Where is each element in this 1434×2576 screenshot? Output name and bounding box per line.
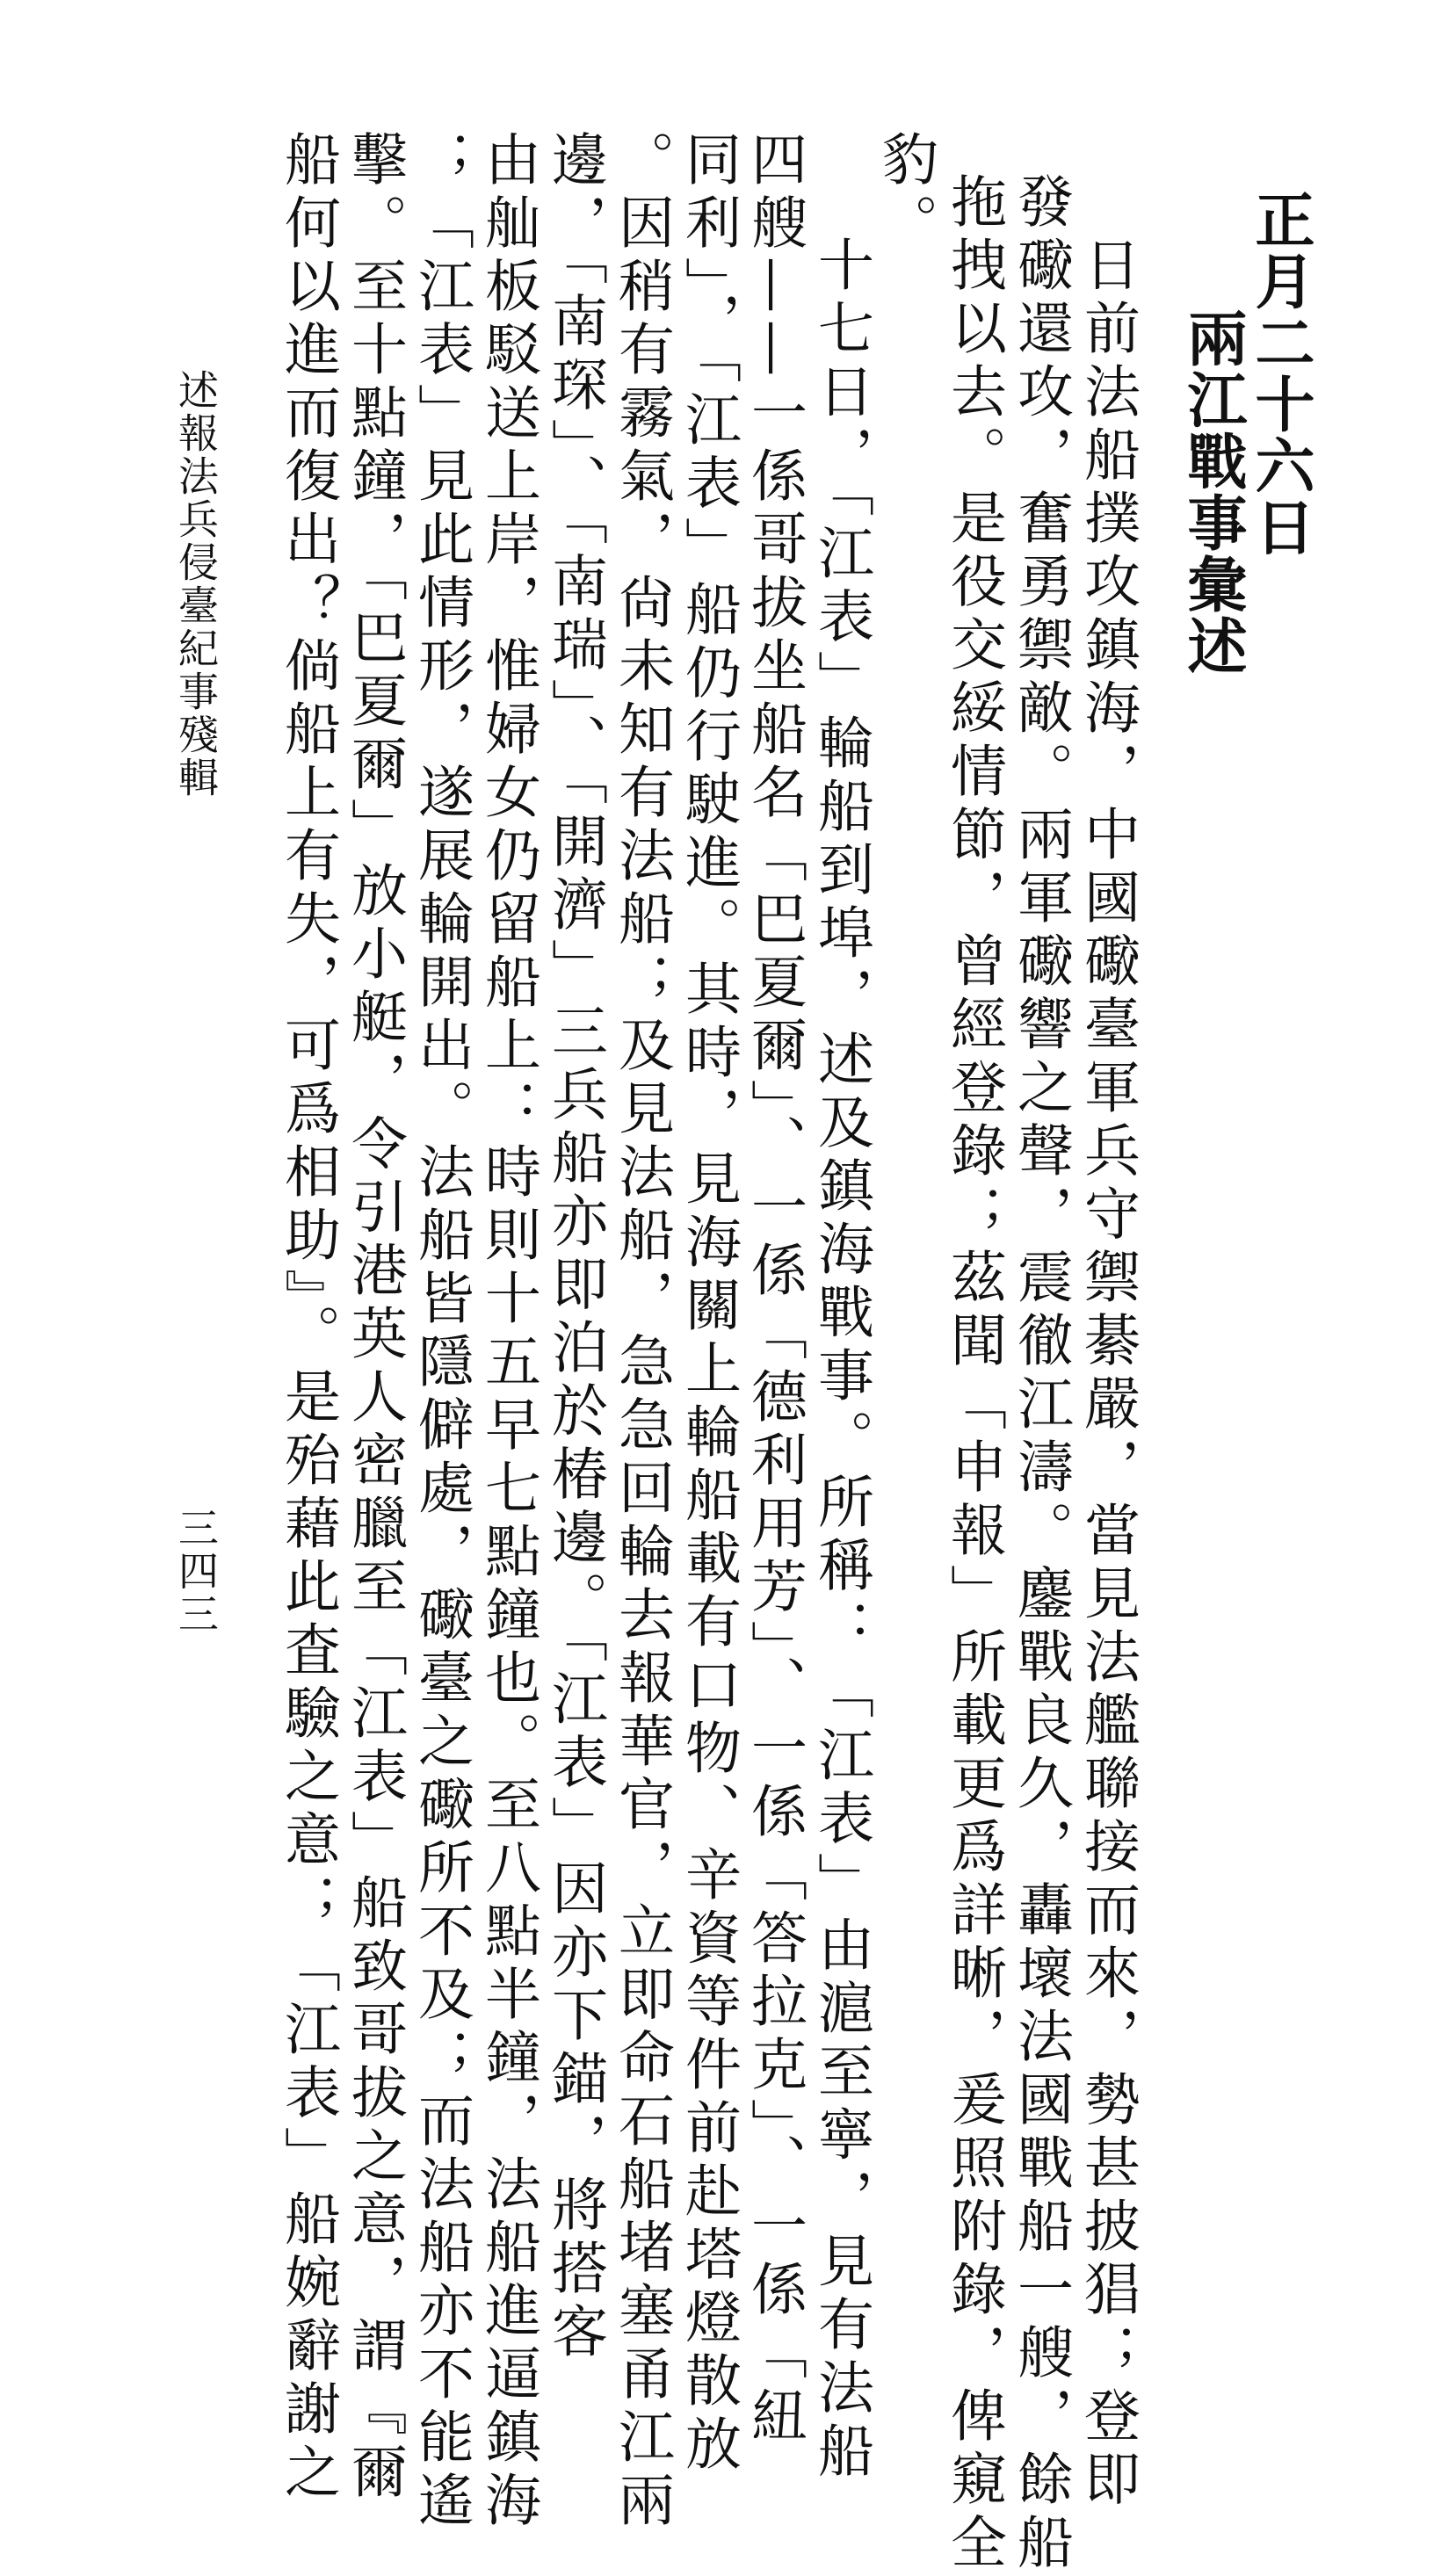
running-footer-title: 述報法兵侵臺紀事殘輯 <box>172 369 220 800</box>
text-column: 日前法船撲攻鎮海，中國礮臺軍兵守禦綦嚴，當見法艦聯接而來，勢甚披猖；登即 <box>1075 235 1140 2513</box>
text-column: 豹。 <box>873 130 938 257</box>
text-column: 四艘——一係哥拔坐船名「巴夏爾」、一係「德利用芳」、一係「答拉克」、一係「紐 <box>742 130 807 2449</box>
text-column: 十七日，「江表」輪船到埠，述及鎮海戰事。所稱：「江表」由滬至寧，見有法船 <box>808 235 873 2485</box>
text-column: 。因稍有霧氣，尙未知有法船；及見法船，急急回輪去報華官，立即命石船堵塞甬江兩 <box>609 130 674 2534</box>
section-title: 兩江戰事彙述 <box>1177 308 1247 677</box>
text-column: 船何以進而復出？倘船上有失，可爲相助』。是殆藉此査驗之意；「江表」船婉辭謝之 <box>275 130 340 2506</box>
text-column: 發礮還攻，奮勇禦敵。兩軍礮響之聲，震徹江濤。鏖戰良久，轟壞法國戰船一艘，餘船 <box>1008 172 1073 2576</box>
date-heading: 正月二十六日 <box>1245 189 1314 558</box>
text-column: 邊，「南琛」、「南瑞」、「開濟」三兵船亦即泊於椿邊。「江表」因亦下錨，將搭客 <box>542 130 607 2365</box>
text-column: 擊。至十點鐘，「巴夏爾」放小艇，令引港英人密臘至「江表」船致哥拔之意，謂『爾 <box>342 130 407 2506</box>
text-column: 由舢板駁送上岸，惟婦女仍留船上：時則十五早七點鐘也。至八點半鐘，法船進逼鎮海 <box>475 130 540 2534</box>
page-number: 三四三 <box>172 1507 220 1636</box>
text-column: 拖拽以去。是役交綏情節，曾經登錄；茲聞「申報」所載更爲詳晰，爰照附錄，俾窺全 <box>941 172 1006 2576</box>
text-column: 同利」，「江表」船仍行駛進。其時，見海關上輪船載有口物、辛資等件前赴塔燈散放 <box>676 130 741 2478</box>
text-column: ；「江表」見此情形，遂展輪開出。法船皆隱僻處，礮臺之礮所不及；而法船亦不能遙 <box>409 130 474 2534</box>
